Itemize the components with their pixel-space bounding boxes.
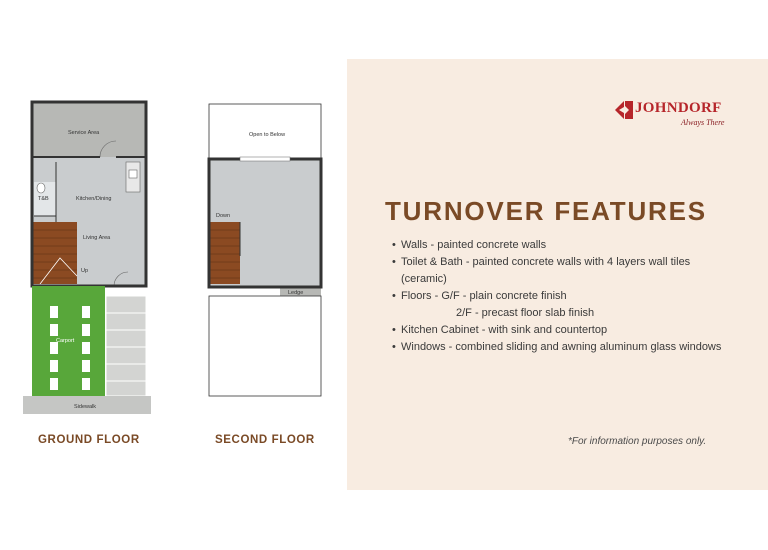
ground-stairs: [33, 222, 77, 284]
second-floor-stairs: [210, 222, 240, 284]
feature-item: • Kitchen Cabinet - with sink and countertop: [392, 322, 752, 339]
page-title: TURNOVER FEATURES: [385, 196, 707, 226]
room-label-service-area: Service Area: [68, 130, 100, 136]
second-floor-label: SECOND FLOOR: [215, 434, 315, 446]
brand-name: JOHNDORF: [635, 100, 722, 116]
second-floor-plan: [200, 98, 330, 403]
feature-item: • Windows - combined sliding and awning aluminum glass windows: [392, 339, 752, 356]
logo-mark-icon: [615, 101, 633, 119]
feature-item: • Floors - G/F - plain concrete finish: [392, 288, 752, 305]
ground-floor-label: GROUND FLOOR: [38, 434, 140, 446]
feature-item: • Toilet & Bath - painted concrete walls with 4 layers wall tiles: [392, 254, 752, 271]
disclaimer: *For information purposes only.: [568, 436, 707, 447]
room-label-kitchen-dining: Kitchen/Dining: [76, 196, 112, 202]
toilet-icon: [37, 183, 45, 193]
feature-item-continuation: (ceramic): [401, 273, 447, 285]
feature-item-indent: 2/F - precast floor slab finish: [456, 307, 595, 319]
label-ledge: Ledge: [288, 290, 304, 296]
ground-floor-plan: [20, 98, 160, 420]
stair-label-down: Down: [216, 213, 231, 219]
stair-label-up: Up: [81, 268, 89, 274]
johndorf-logo: [615, 99, 725, 131]
room-label-carport: Carport: [56, 338, 75, 344]
features-list: [392, 237, 752, 356]
brand-tagline: Always There: [681, 118, 725, 127]
label-open-to-below: Open to Below: [249, 132, 286, 138]
room-label-living-area: Living Area: [83, 235, 111, 241]
sink-icon: [129, 170, 137, 178]
room-label-toilet-bath: T&B: [38, 196, 49, 202]
label-sidewalk: Sidewalk: [74, 404, 97, 410]
carport-outline: [209, 296, 321, 396]
feature-item: • Walls - painted concrete walls: [392, 237, 752, 254]
window: [240, 157, 290, 161]
